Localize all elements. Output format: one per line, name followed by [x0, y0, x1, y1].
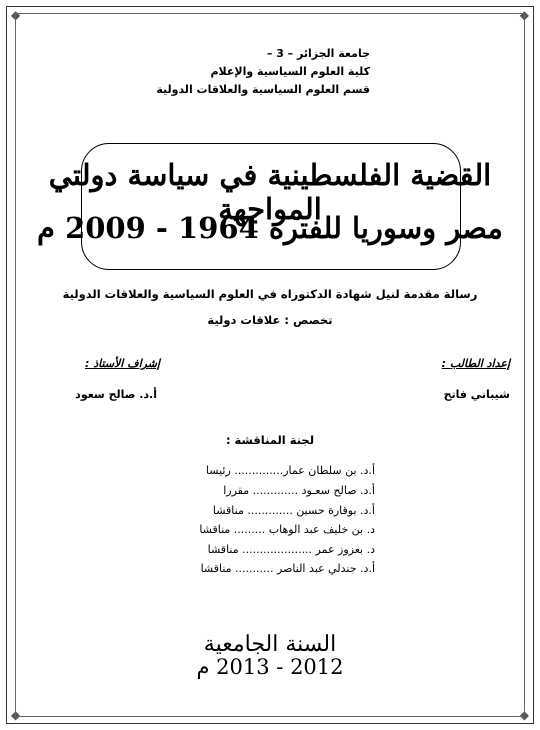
- specialty: تخصص : علاقات دولية: [207, 313, 333, 327]
- faculty-name: كلية العلوم السياسية والإعلام: [210, 65, 370, 78]
- student-label: إعداد الطالب :: [441, 357, 510, 370]
- committee-member: أ.د. صالح سعـود ............. مقررا: [223, 484, 375, 497]
- committee-member: أ.د. بوقارة حسين ............. مناقشا: [212, 504, 375, 517]
- committee-member: د. بعزوز عمر .................... مناقشا: [207, 543, 375, 556]
- committee-member: أ.د. جندلي عبد الناصر ........... مناقشا: [200, 562, 375, 575]
- supervisor-name: أ.د. صالح سعود: [75, 388, 157, 401]
- corner-ornament: ◆: [11, 8, 21, 22]
- thesis-title-line1: القضية الفلسطينية في سياسة دولتي المواجهة: [48, 158, 492, 226]
- department-name: قسم العلوم السياسية والعلاقات الدولية: [156, 83, 370, 96]
- thesis-description: رسالة مقدمة لنيل شهادة الدكتوراه في العلوم السياسية والعلاقات الدولية: [62, 287, 478, 301]
- corner-ornament: ◆: [519, 8, 529, 22]
- committee-member: أ.د. بن سلطان عمار.............. رئيسا: [205, 464, 375, 477]
- student-name: شيباني فاتح: [443, 388, 510, 401]
- academic-year-range: 2012 - 2013 م: [196, 655, 344, 679]
- committee-title: لجنة المناقشة :: [225, 433, 315, 447]
- university-name: جامعة الجزائر – 3 –: [266, 47, 370, 60]
- thesis-title-line2: مصر وسوريا للفترة 1964 - 2009 م: [37, 211, 503, 245]
- academic-year-label: السنة الجامعية: [203, 632, 337, 657]
- corner-ornament: ◆: [11, 708, 21, 722]
- committee-member: د. بن خليف عبد الوهاب ......... مناقشا: [199, 523, 375, 536]
- supervisor-label: إشراف الأستاذ :: [85, 357, 160, 370]
- corner-ornament: ◆: [519, 708, 529, 722]
